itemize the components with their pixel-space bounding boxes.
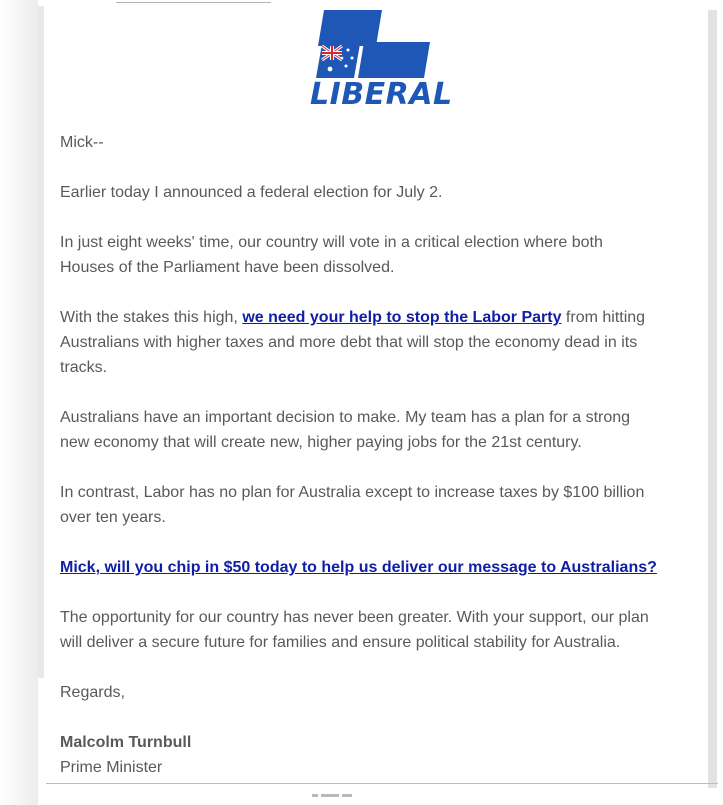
signer-title: Prime Minister <box>60 759 163 776</box>
paragraph-contrast: In contrast, Labor has no plan for Australia except to increase taxes by $100 billion over ten years. <box>60 484 645 526</box>
liberal-logo <box>302 6 453 114</box>
stakes-text-after: from hitting Australians with higher taxes and more debt that will stop the economy dead in its tracks. <box>60 309 646 376</box>
liberal-logo-mark-icon <box>302 6 432 82</box>
stakes-text-before: With the stakes this high, <box>60 309 243 326</box>
logo-wordmark: LIBERAL <box>310 77 453 112</box>
chip-in-donate-link[interactable]: Mick, will you chip in $50 today to help us deliver our message to Australians? <box>60 559 657 576</box>
paragraph-eight-weeks: In just eight weeks' time, our country will vote in a critical election where both Houses of the Parliament have been dissolved. <box>60 234 603 276</box>
paragraph-announcement: Earlier today I announced a federal election for July 2. <box>60 184 443 201</box>
bottom-cutoff-text <box>312 794 378 800</box>
signer-name: Malcolm Turnbull <box>60 734 192 751</box>
stop-labor-link[interactable]: we need your help to stop the Labor Party <box>242 309 562 326</box>
right-scroll-edge <box>708 10 717 788</box>
greeting: Mick-- <box>60 134 104 151</box>
left-edge <box>38 6 44 678</box>
paragraph-stakes <box>60 305 675 380</box>
left-margin-shade <box>0 0 38 805</box>
paragraph-opportunity: The opportunity for our country has never been greater. With your support, our plan will deliver a secure future for families and ensure political stability for Australia. <box>60 609 649 651</box>
paragraph-cta <box>60 555 705 580</box>
bottom-divider <box>46 783 718 784</box>
paragraph-decision: Australians have an important decision to make. My team has a plan for a strong new economy that will create new, higher paying jobs for the 21st century. <box>60 409 631 451</box>
signoff: Regards, <box>60 684 125 701</box>
top-divider <box>116 2 271 3</box>
